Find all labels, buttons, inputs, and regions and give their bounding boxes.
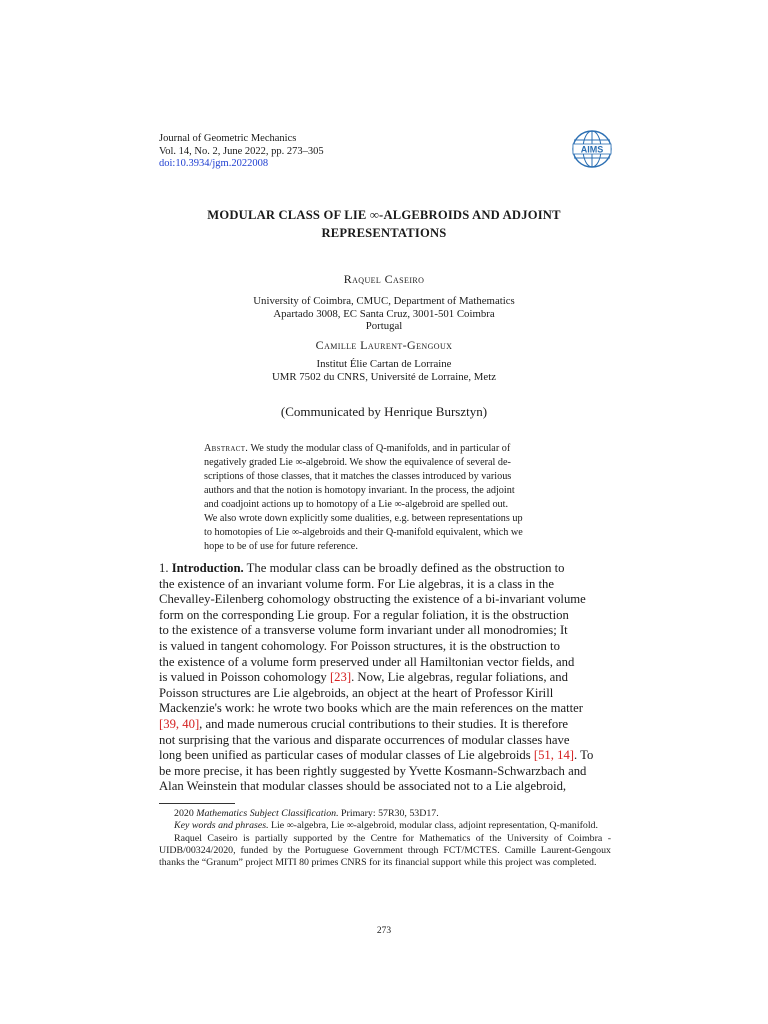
introduction-section xyxy=(159,561,611,795)
abstract-line: negatively graded Lie ∞-algebroid. We show the equivalence of several de- xyxy=(204,457,511,468)
body-line: Poisson structures are Lie algebroids, an object at the heart of Professor Kirill xyxy=(159,685,554,700)
body-line: the existence of a volume form preserved under all Hamiltonian vector fields, and xyxy=(159,654,575,669)
keywords-text: Lie ∞-algebra, Lie ∞-algebroid, modular class, adjoint representation, Q-manifold. xyxy=(268,820,598,832)
body-line: , and made numerous crucial contributions to their studies. It is therefore xyxy=(199,716,569,731)
body-line: long been unified as particular cases of modular classes of Lie algebroids xyxy=(159,748,534,763)
section-number: 1. xyxy=(159,561,169,575)
title-line-1: MODULAR CLASS OF LIE ∞-ALGEBROIDS AND ADJOINT xyxy=(207,208,561,222)
author-block-2 xyxy=(159,338,609,383)
body-line: Mackenzie's work: he wrote two books which are the main references on the matter xyxy=(159,701,583,716)
funding-note: Raquel Caseiro is partially supported by the Centre for Mathematics of the University of Coimbra - UIDB/00324/2020, funded by the Portuguese Government through FCT/MCTES. Camille Laurent-Gengoux thanks the “Granum” project MITI 80 primes CNRS for its financial support while this project was completed. xyxy=(159,832,611,869)
body-line: The modular class can be broadly defined as the obstruction to xyxy=(246,561,565,575)
journal-volume: Vol. 14, No. 2, June 2022, pp. 273–305 xyxy=(159,145,324,157)
msc-label: Mathematics Subject Classification. xyxy=(196,808,339,819)
logo-text: AIMS xyxy=(580,144,604,155)
author-name-1: Raquel Caseiro xyxy=(343,272,425,286)
body-line: Chevalley-Eilenberg cohomology obstructing the existence of a bi-invariant volume xyxy=(159,592,586,607)
msc-text: Primary: 57R30, 53D17. xyxy=(338,808,439,819)
page-number: 273 xyxy=(376,926,392,936)
affil-line: Apartado 3008, EC Santa Cruz, 3001-501 Coimbra xyxy=(273,307,495,320)
abstract-line: We also wrote down explicitly some dualities, e.g. between representations up xyxy=(204,513,523,524)
author-block-1 xyxy=(159,272,609,333)
author-affiliation-1 xyxy=(159,295,609,333)
body-line: is valued in tangent cohomology. For Poisson structures, it is the obstruction to xyxy=(159,638,560,653)
footnotes xyxy=(159,808,611,869)
abstract-line: hope to be of use for future reference. xyxy=(204,541,358,552)
aims-logo xyxy=(568,128,616,172)
affil-line: Institut Élie Cartan de Lorraine xyxy=(316,358,452,370)
msc-classification xyxy=(159,808,611,820)
citation-link[interactable]: [51, 14] xyxy=(533,748,575,763)
paper-title xyxy=(159,206,609,242)
author-name-2: Camille Laurent-Gengoux xyxy=(315,338,453,352)
body-line: is valued in Poisson cohomology xyxy=(159,670,330,685)
title-line-2: REPRESENTATIONS xyxy=(321,226,447,240)
abstract-line: We study the modular class of Q-manifolds, and in particular of xyxy=(250,443,511,454)
body-line: not surprising that the various and disparate occurrences of modular classes have xyxy=(159,732,570,747)
journal-header xyxy=(159,133,324,171)
body-line: be more precise, it has been rightly suggested by Yvette Kosmann-Schwarzbach and xyxy=(159,763,587,778)
keywords-label: Key words and phrases. xyxy=(174,820,269,832)
body-line: Alan Weinstein that modular classes should be associated not to a Lie algebroid, xyxy=(159,779,567,794)
section-heading: Introduction. xyxy=(171,561,244,575)
footnote-divider xyxy=(159,803,235,804)
citation-link[interactable]: [23] xyxy=(329,670,352,685)
body-line: form on the corresponding Lie group. For a regular foliation, it is the obstruction xyxy=(159,607,569,622)
keywords xyxy=(159,820,611,832)
affil-line: Portugal xyxy=(365,320,403,332)
body-line: the existence of an invariant volume form. For Lie algebras, it is a class in the xyxy=(159,576,554,591)
msc-year: 2020 xyxy=(174,808,197,819)
affil-line: UMR 7502 du CNRS, Université de Lorraine, Metz xyxy=(271,370,496,383)
author-affiliation-2 xyxy=(159,358,609,383)
journal-name: Journal of Geometric Mechanics xyxy=(159,133,297,144)
body-line: . Now, Lie algebras, regular foliations, and xyxy=(351,670,568,685)
abstract-line: scriptions of those classes, that it matches the classes introduced by various xyxy=(204,471,512,482)
affil-line: University of Coimbra, CMUC, Department of Mathematics xyxy=(253,295,515,307)
body-line: . To xyxy=(574,748,594,763)
body-line: to the existence of a transverse volume form invariant under all monodromies; It xyxy=(159,623,568,638)
abstract-label: Abstract. xyxy=(204,443,249,454)
citation-link[interactable]: [39, 40] xyxy=(159,716,200,731)
communicated-by: (Communicated by Henrique Bursztyn) xyxy=(280,404,488,419)
abstract-line: and coadjoint actions up to homotopy of a Lie ∞-algebroid are spelled out. xyxy=(204,499,509,510)
abstract xyxy=(204,442,568,554)
doi-link[interactable]: doi:10.3934/jgm.2022008 xyxy=(159,158,269,170)
abstract-line: to homotopies of Lie ∞-algebroids and their Q-manifold equivalent, which we xyxy=(204,527,523,538)
abstract-line: authors and that the notion is homotopy invariant. In the process, the adjoint xyxy=(204,485,515,496)
